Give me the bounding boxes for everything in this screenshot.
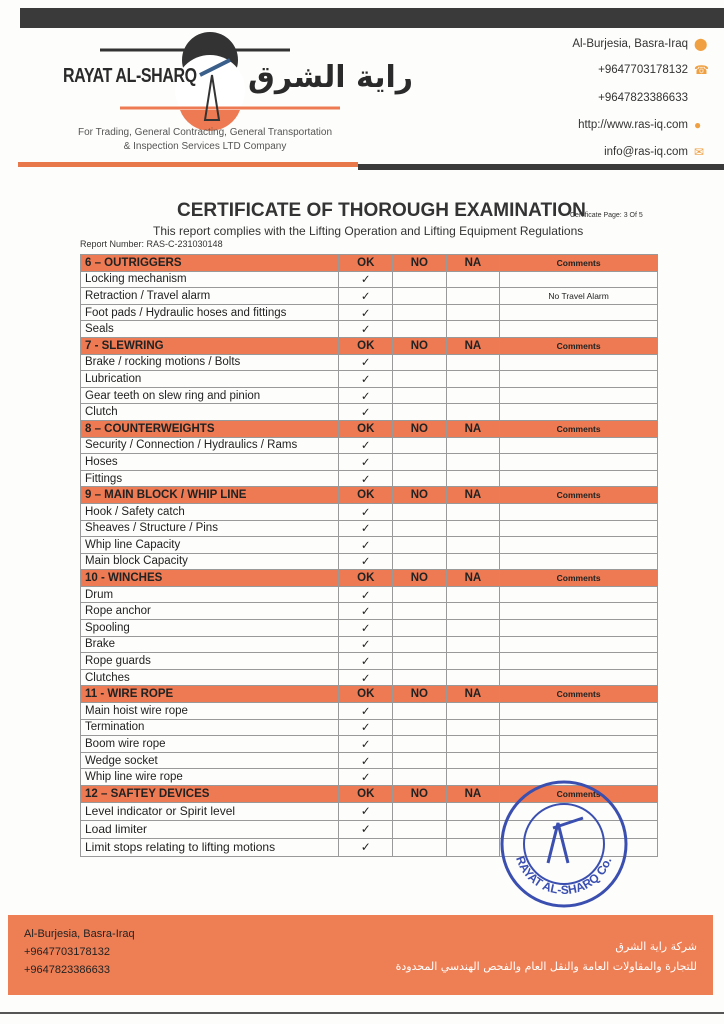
item-name: Retraction / Travel alarm (81, 288, 339, 305)
column-no: NO (393, 686, 447, 703)
na-cell (446, 752, 500, 769)
ok-checkmark: ✓ (339, 838, 393, 856)
divider-dark (358, 164, 724, 170)
no-cell (393, 719, 447, 736)
na-cell (446, 820, 500, 838)
item-name: Brake / rocking motions / Bolts (81, 354, 339, 371)
column-comments: Comments (500, 686, 658, 703)
no-cell (393, 321, 447, 338)
ok-checkmark: ✓ (339, 454, 393, 471)
no-cell (393, 404, 447, 421)
na-cell (446, 838, 500, 856)
comment-cell (500, 620, 658, 637)
column-na: NA (446, 786, 500, 803)
item-name: Clutch (81, 404, 339, 421)
ok-checkmark: ✓ (339, 752, 393, 769)
no-cell (393, 470, 447, 487)
globe-icon: ● (694, 118, 702, 132)
bottom-line (0, 1012, 724, 1014)
section-title: 10 - WINCHES (81, 570, 339, 587)
no-cell (393, 752, 447, 769)
ok-checkmark: ✓ (339, 769, 393, 786)
na-cell (446, 802, 500, 820)
comment-cell (500, 503, 658, 520)
column-no: NO (393, 255, 447, 272)
section-title: 8 – COUNTERWEIGHTS (81, 420, 339, 437)
table-row (81, 736, 658, 753)
table-row (81, 321, 658, 338)
ok-checkmark: ✓ (339, 354, 393, 371)
no-cell (393, 553, 447, 570)
no-cell (393, 736, 447, 753)
comment-cell (500, 387, 658, 404)
na-cell (446, 470, 500, 487)
section-title: 11 - WIRE ROPE (81, 686, 339, 703)
section-header (81, 337, 658, 354)
examination-table (80, 254, 658, 857)
item-name: Fittings (81, 470, 339, 487)
table-row (81, 437, 658, 454)
column-comments: Comments (500, 487, 658, 504)
envelope-icon: ✉ (694, 145, 705, 159)
stamp-text: RAYAT AL-SHARQ Co. (513, 854, 615, 898)
table-row (81, 520, 658, 537)
no-cell (393, 537, 447, 554)
section-header (81, 255, 658, 272)
no-cell (393, 304, 447, 321)
table-row (81, 354, 658, 371)
item-name: Lubrication (81, 371, 339, 388)
item-name: Boom wire rope (81, 736, 339, 753)
comment-cell (500, 752, 658, 769)
ok-checkmark: ✓ (339, 553, 393, 570)
item-name: Termination (81, 719, 339, 736)
section-header (81, 570, 658, 587)
no-cell (393, 802, 447, 820)
comment-cell (500, 404, 658, 421)
svg-text:RAYAT AL-SHARQ Co. (513, 854, 614, 897)
ok-checkmark: ✓ (339, 620, 393, 637)
no-cell (393, 271, 447, 288)
column-na: NA (446, 686, 500, 703)
phone-icon: ☎ (694, 63, 709, 77)
item-name: Level indicator or Spirit level (81, 802, 339, 820)
na-cell (446, 288, 500, 305)
comment-cell (500, 271, 658, 288)
section-header (81, 487, 658, 504)
brand-name-ar: راية الشرق (248, 60, 414, 95)
item-name: Rope guards (81, 653, 339, 670)
item-name: Limit stops relating to lifting motions (81, 838, 339, 856)
na-cell (446, 437, 500, 454)
table-row (81, 719, 658, 736)
ok-checkmark: ✓ (339, 271, 393, 288)
column-ok: OK (339, 686, 393, 703)
column-comments: Comments (500, 420, 658, 437)
na-cell (446, 703, 500, 720)
ok-checkmark: ✓ (339, 636, 393, 653)
na-cell (446, 321, 500, 338)
comment-cell (500, 719, 658, 736)
column-ok: OK (339, 786, 393, 803)
top-bar (20, 8, 724, 28)
comment-cell (500, 669, 658, 686)
column-na: NA (446, 487, 500, 504)
table-row (81, 636, 658, 653)
item-name: Locking mechanism (81, 271, 339, 288)
table-row (81, 371, 658, 388)
column-no: NO (393, 570, 447, 587)
contact-phone1 (598, 63, 709, 77)
na-cell (446, 271, 500, 288)
na-cell (446, 620, 500, 637)
table-row (81, 620, 658, 637)
column-comments: Comments (500, 337, 658, 354)
ok-checkmark: ✓ (339, 603, 393, 620)
ok-checkmark: ✓ (339, 719, 393, 736)
na-cell (446, 636, 500, 653)
na-cell (446, 503, 500, 520)
address-text: Al-Burjesia, Basra-Iraq (572, 38, 688, 50)
comment-cell (500, 454, 658, 471)
column-na: NA (446, 570, 500, 587)
no-cell (393, 387, 447, 404)
no-cell (393, 620, 447, 637)
comment-cell (500, 321, 658, 338)
ok-checkmark: ✓ (339, 404, 393, 421)
table-row (81, 752, 658, 769)
column-no: NO (393, 337, 447, 354)
section-header (81, 686, 658, 703)
no-cell (393, 603, 447, 620)
item-name: Main block Capacity (81, 553, 339, 570)
no-cell (393, 820, 447, 838)
item-name: Seals (81, 321, 339, 338)
table-row (81, 603, 658, 620)
na-cell (446, 653, 500, 670)
column-ok: OK (339, 337, 393, 354)
table-row (81, 537, 658, 554)
contact-website[interactable] (578, 119, 706, 131)
comment-cell (500, 304, 658, 321)
email-link[interactable]: info@ras-iq.com (604, 146, 688, 158)
ok-checkmark: ✓ (339, 503, 393, 520)
na-cell (446, 371, 500, 388)
item-name: Gear teeth on slew ring and pinion (81, 387, 339, 404)
section-header (81, 420, 658, 437)
na-cell (446, 586, 500, 603)
ok-checkmark: ✓ (339, 470, 393, 487)
no-cell (393, 354, 447, 371)
section-title: 6 – OUTRIGGERS (81, 255, 339, 272)
no-cell (393, 636, 447, 653)
item-name: Whip line wire rope (81, 769, 339, 786)
item-name: Sheaves / Structure / Pins (81, 520, 339, 537)
item-name: Drum (81, 586, 339, 603)
column-comments: Comments (500, 255, 658, 272)
comment-cell (500, 636, 658, 653)
comment-cell (500, 470, 658, 487)
table-row (81, 503, 658, 520)
na-cell (446, 304, 500, 321)
ok-checkmark: ✓ (339, 820, 393, 838)
column-na: NA (446, 420, 500, 437)
item-name: Main hoist wire rope (81, 703, 339, 720)
comment-cell (500, 354, 658, 371)
na-cell (446, 520, 500, 537)
phone2-text: +9647823386633 (598, 92, 688, 104)
table-row (81, 404, 658, 421)
no-cell (393, 586, 447, 603)
footer (8, 915, 713, 995)
comment-cell (500, 553, 658, 570)
no-cell (393, 520, 447, 537)
comment-cell (500, 437, 658, 454)
footer-company-ar: شركة راية الشرق (615, 940, 697, 953)
phone1-text: +9647703178132 (598, 64, 688, 76)
contact-phone2 (598, 92, 688, 104)
no-cell (393, 703, 447, 720)
ok-checkmark: ✓ (339, 371, 393, 388)
footer-phone1: +9647703178132 (24, 946, 110, 958)
na-cell (446, 736, 500, 753)
column-na: NA (446, 337, 500, 354)
footer-address: Al-Burjesia, Basra-Iraq (24, 928, 135, 940)
document-subtitle: This report complies with the Lifting Operation and Lifting Equipment Regulations (153, 224, 584, 238)
no-cell (393, 288, 447, 305)
document-title: CERTIFICATE OF THOROUGH EXAMINATION (177, 200, 586, 221)
table-row (81, 454, 658, 471)
column-no: NO (393, 487, 447, 504)
ok-checkmark: ✓ (339, 537, 393, 554)
ok-checkmark: ✓ (339, 653, 393, 670)
item-name: Brake (81, 636, 339, 653)
website-link[interactable]: http://www.ras-iq.com (578, 119, 688, 131)
ok-checkmark: ✓ (339, 437, 393, 454)
no-cell (393, 503, 447, 520)
column-ok: OK (339, 487, 393, 504)
item-name: Hoses (81, 454, 339, 471)
comment-cell (500, 736, 658, 753)
table-row (81, 653, 658, 670)
comment-cell (500, 537, 658, 554)
no-cell (393, 371, 447, 388)
column-ok: OK (339, 255, 393, 272)
item-name: Foot pads / Hydraulic hoses and fittings (81, 304, 339, 321)
section-title: 7 - SLEWRING (81, 337, 339, 354)
comment-cell (500, 520, 658, 537)
na-cell (446, 537, 500, 554)
item-name: Wedge socket (81, 752, 339, 769)
no-cell (393, 653, 447, 670)
column-na: NA (446, 255, 500, 272)
item-name: Spooling (81, 620, 339, 637)
na-cell (446, 553, 500, 570)
brand-name-en: RAYAT AL-SHARQ (63, 65, 197, 87)
company-stamp (498, 778, 630, 910)
contact-address (572, 38, 706, 50)
na-cell (446, 387, 500, 404)
table-row (81, 387, 658, 404)
column-ok: OK (339, 420, 393, 437)
ok-checkmark: ✓ (339, 669, 393, 686)
item-name: Rope anchor (81, 603, 339, 620)
location-pin-icon: ⬤ (694, 37, 708, 51)
ok-checkmark: ✓ (339, 736, 393, 753)
footer-arabic (396, 937, 697, 977)
item-name: Load limiter (81, 820, 339, 838)
footer-description-ar: للتجارة والمقاولات العامة والنقل العام والفحص الهندسي المحدودة (395, 960, 697, 973)
ok-checkmark: ✓ (339, 304, 393, 321)
item-name: Whip line Capacity (81, 537, 339, 554)
item-name: Clutches (81, 669, 339, 686)
item-name: Hook / Safety catch (81, 503, 339, 520)
na-cell (446, 719, 500, 736)
na-cell (446, 769, 500, 786)
na-cell (446, 354, 500, 371)
ok-checkmark: ✓ (339, 387, 393, 404)
column-no: NO (393, 786, 447, 803)
section-title: 9 – MAIN BLOCK / WHIP LINE (81, 487, 339, 504)
table-row (81, 271, 658, 288)
footer-phone2: +9647823386633 (24, 964, 110, 976)
ok-checkmark: ✓ (339, 520, 393, 537)
column-comments: Comments (500, 786, 658, 803)
ok-checkmark: ✓ (339, 586, 393, 603)
table-row (81, 304, 658, 321)
table-row (81, 586, 658, 603)
comment-cell (500, 603, 658, 620)
na-cell (446, 454, 500, 471)
na-cell (446, 669, 500, 686)
comment-cell: No Travel Alarm (500, 288, 658, 305)
table-row (81, 470, 658, 487)
section-title: 12 – SAFTEY DEVICES (81, 786, 339, 803)
item-name: Security / Connection / Hydraulics / Rams (81, 437, 339, 454)
tagline (60, 126, 350, 154)
na-cell (446, 404, 500, 421)
contact-email[interactable] (604, 146, 706, 158)
no-cell (393, 454, 447, 471)
table-row (81, 669, 658, 686)
comment-cell (500, 653, 658, 670)
no-cell (393, 437, 447, 454)
comment-cell (500, 371, 658, 388)
ok-checkmark: ✓ (339, 703, 393, 720)
ok-checkmark: ✓ (339, 802, 393, 820)
comment-cell (500, 586, 658, 603)
na-cell (446, 603, 500, 620)
table-row (81, 703, 658, 720)
tagline-line1: For Trading, General Contracting, General Transportation (77, 127, 333, 138)
ok-checkmark: ✓ (339, 321, 393, 338)
no-cell (393, 669, 447, 686)
page-info: Certificate Page: 3 Of 5 (570, 212, 643, 219)
footer-contact (24, 925, 135, 979)
divider-orange (18, 162, 358, 167)
column-no: NO (393, 420, 447, 437)
no-cell (393, 769, 447, 786)
table-row (81, 553, 658, 570)
no-cell (393, 838, 447, 856)
column-comments: Comments (500, 570, 658, 587)
report-number: Report Number: RAS-C-231030148 (80, 239, 223, 249)
comment-cell (500, 703, 658, 720)
column-ok: OK (339, 570, 393, 587)
tagline-line2: & Inspection Services LTD Company (123, 141, 287, 152)
ok-checkmark: ✓ (339, 288, 393, 305)
table-row (81, 288, 658, 305)
